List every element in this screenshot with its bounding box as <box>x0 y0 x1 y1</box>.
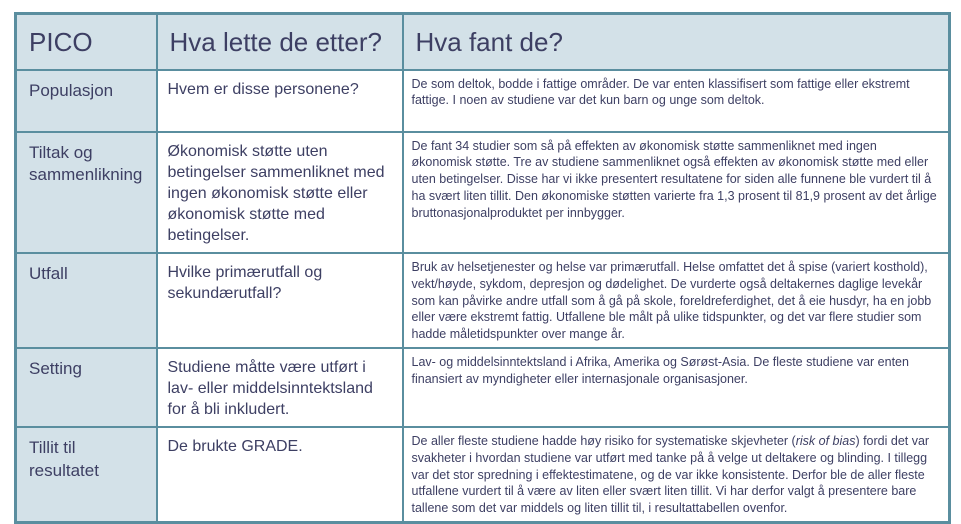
looked-for-setting: Studiene måtte være utført i lav- eller middelsinntektsland for å bli inkludert. <box>157 348 403 427</box>
row-label-tiltak: Tiltak og sammenlikning <box>16 132 157 254</box>
row-label-tillit: Tillit til resultatet <box>16 427 157 522</box>
looked-for-populasjon: Hvem er disse personene? <box>157 70 403 132</box>
found-tillit-italic: risk of bias <box>795 434 856 449</box>
found-populasjon: De som deltok, bodde i fattige områder. De var enten klassifisert som fattige eller ekstremt fattige. I noen av studiene var det kun barn og unge som deltok. <box>403 70 950 132</box>
looked-for-utfall: Hvilke primærutfall og sekundærutfall? <box>157 253 403 348</box>
row-label-utfall: Utfall <box>16 253 157 348</box>
found-tiltak: De fant 34 studier som så på effekten av økonomisk støtte sammenliknet med ingen økonomisk støtte. Tre av studiene sammenliknet også effekten av økonomisk støtte med eller uten betingelser. Disse har vi ikke presentert resultatene for siden alle funnene ble vurdert til å ha svært liten tillit. Den økonomiske støtten varierte fra 1,3 prosent til 81,9 prosent av det årlige bruttonasjonalproduktet per innbygger. <box>403 132 950 254</box>
table-row-populasjon <box>16 70 950 132</box>
found-utfall: Bruk av helsetjenester og helse var primærutfall. Helse omfattet det å spise (variert kosthold), vekt/høyde, sykdom, depresjon og dødelighet. De vurderte også deltakernes daglige levekår som kan påvirke andre utfall som å gå på skole, foreldreferdighet, det å eie husdyr, ha en jobb eller være ekstremt fattig. Utfallene ble målt på ulike tidspunkter, og det var flere studier som hadde måletidspunkter over mange år. <box>403 253 950 348</box>
looked-for-tiltak: Økonomisk støtte uten betingelser sammenliknet med ingen økonomisk støtte eller økonomisk støtte med betingelser. <box>157 132 403 254</box>
row-label-populasjon: Populasjon <box>16 70 157 132</box>
table-row-tillit <box>16 427 950 522</box>
pico-summary-table <box>14 12 951 524</box>
header-looked-for: Hva lette de etter? <box>157 14 403 70</box>
looked-for-tillit: De brukte GRADE. <box>157 427 403 522</box>
row-label-setting: Setting <box>16 348 157 427</box>
found-setting: Lav- og middelsinntektsland i Afrika, Amerika og Sørøst-Asia. De fleste studiene var enten finansiert av myndigheter eller internasjonale organisasjoner. <box>403 348 950 427</box>
header-pico: PICO <box>16 14 157 70</box>
header-row <box>16 14 950 70</box>
table-row-utfall <box>16 253 950 348</box>
table-row-tiltak <box>16 132 950 254</box>
found-tillit-pre: De aller fleste studiene hadde høy risiko for systematiske skjevheter ( <box>411 434 796 449</box>
found-tillit <box>403 427 950 522</box>
table-row-setting <box>16 348 950 427</box>
header-found: Hva fant de? <box>403 14 950 70</box>
found-tillit-post: ) fordi det var svakheter i hvordan studiene var utført med tanke på å velge ut deltakere og blinding. I tillegg var det stor spredning i effektestimatene, og de var ikke konsistente. Derfor ble de aller fleste utfallene vurdert til å være av liten eller svært liten tillit. Vi har derfor valgt å presentere bare tallene som det var middels og liten tillit til, i resultattabellen ovenfor. <box>411 434 930 516</box>
